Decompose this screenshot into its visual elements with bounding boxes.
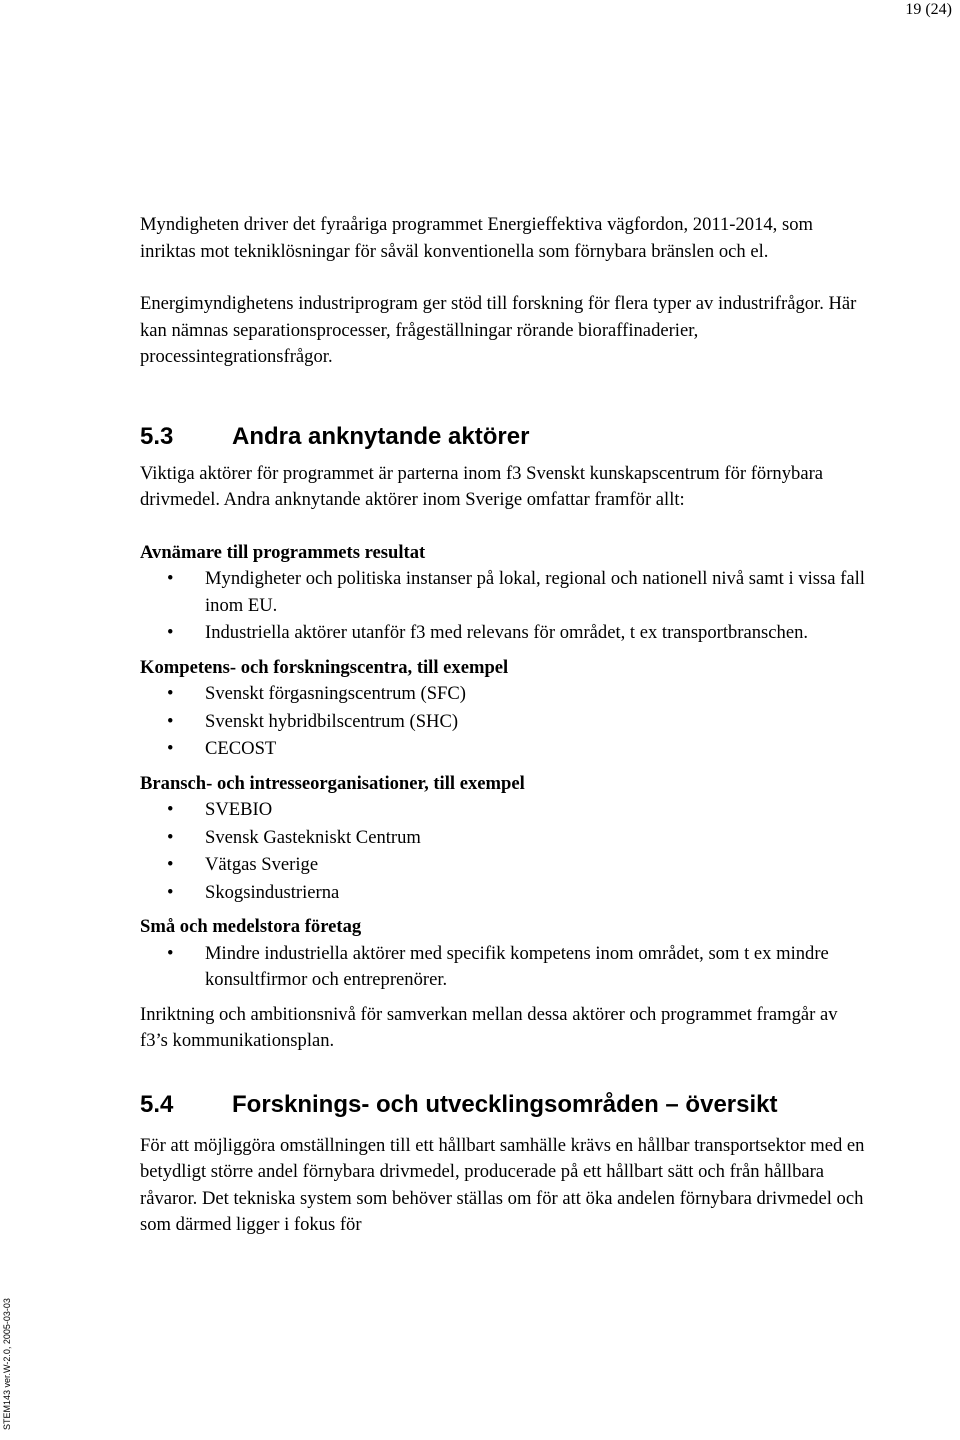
group-heading-organisations: Bransch- och intresseorganisationer, till exempel <box>140 772 525 794</box>
bullet-icon: • <box>167 881 174 903</box>
section-title: Forsknings- och utvecklingsområden – översikt <box>232 1090 778 1118</box>
group-heading-research-centres: Kompetens- och forskningscentra, till exempel <box>140 656 509 678</box>
document-body <box>140 212 870 1239</box>
list-item: • Svenskt hybridbilscentrum (SHC) <box>140 709 870 736</box>
document-id-text: STEM143 ver.W-2.0, 2005-03-03 <box>2 1298 12 1430</box>
list-research-centres <box>140 681 870 763</box>
list-item: • SVEBIO <box>140 797 870 824</box>
bullet-icon: • <box>167 710 174 732</box>
group-heading-users: Avnämare till programmets resultat <box>140 541 426 563</box>
group-heading-smes: Små och medelstora företag <box>140 916 362 937</box>
list-item: • Mindre industriella aktörer med specifik kompetens inom området, som t ex mindre konsultfirmor och entreprenörer. <box>167 942 829 990</box>
list-item: • Skogsindustrierna <box>140 880 870 907</box>
list-item: • Vätgas Sverige <box>140 852 870 879</box>
page-number: 19 (24) <box>905 1 952 18</box>
list-item: • CECOST <box>140 736 870 763</box>
paragraph-energy-efficient-vehicles: Myndigheten driver det fyraåriga programmet Energieffektiva vägfordon, 2011-2014, som inriktas mot tekniklösningar för såväl konventionella som förnybara bränslen och el. <box>140 214 813 262</box>
list-item: • Svensk Gastekniskt Centrum <box>140 825 870 852</box>
paragraph-actors-intro: Viktiga aktörer för programmet är parterna inom f3 Svenskt kunskapscentrum för förnybara drivmedel. Andra anknytande aktörer inom Sverige omfattar framför allt: <box>140 462 824 510</box>
bullet-icon: • <box>167 826 174 848</box>
bullet-icon: • <box>167 738 174 759</box>
bullet-icon: • <box>167 568 174 589</box>
bullet-icon: • <box>167 942 174 964</box>
paragraph-communication-plan: Inriktning och ambitionsnivå för samverkan mellan dessa aktörer och programmet framgår av f3’s kommunikationsplan. <box>140 1003 838 1051</box>
list-item: • Myndigheter och politiska instanser på lokal, regional och nationell nivå samt i vissa fall inom EU. <box>167 568 865 616</box>
list-organisations <box>140 797 870 906</box>
section-number: 5.4 <box>140 1090 174 1118</box>
paragraph-sustainable-transport: För att möjliggöra omställningen till ett hållbart samhälle krävs en hållbar transportsektor med en betydligt större andel förnybara drivmedel, producerade på ett hållbart sätt och från hållbara råvaror. Det tekniska system som behöver ställas om för att öka andelen förnybara drivmedel och som därmed ligger i fokus för <box>140 1134 865 1235</box>
list-users <box>140 566 870 647</box>
list-smes <box>140 941 870 994</box>
paragraph-industry-program: Energimyndighetens industriprogram ger stöd till forskning för flera typer av industrifrågor. Här kan nämnas separationsprocesser, frågeställningar rörande bioraffinaderier, processintegrationsfrågor. <box>140 293 857 367</box>
bullet-icon: • <box>167 799 174 820</box>
section-title: Andra anknytande aktörer <box>232 422 530 450</box>
section-number: 5.3 <box>140 422 174 450</box>
bullet-icon: • <box>167 683 174 704</box>
list-item: • Svenskt förgasningscentrum (SFC) <box>140 681 870 708</box>
document-id-sidebar <box>2 1290 14 1430</box>
bullet-icon: • <box>167 622 174 643</box>
list-item: • Industriella aktörer utanför f3 med relevans för området, t ex transportbranschen. <box>140 620 870 647</box>
section-heading-5-4 <box>140 1091 870 1119</box>
section-heading-5-3 <box>140 423 870 451</box>
bullet-icon: • <box>167 854 174 875</box>
